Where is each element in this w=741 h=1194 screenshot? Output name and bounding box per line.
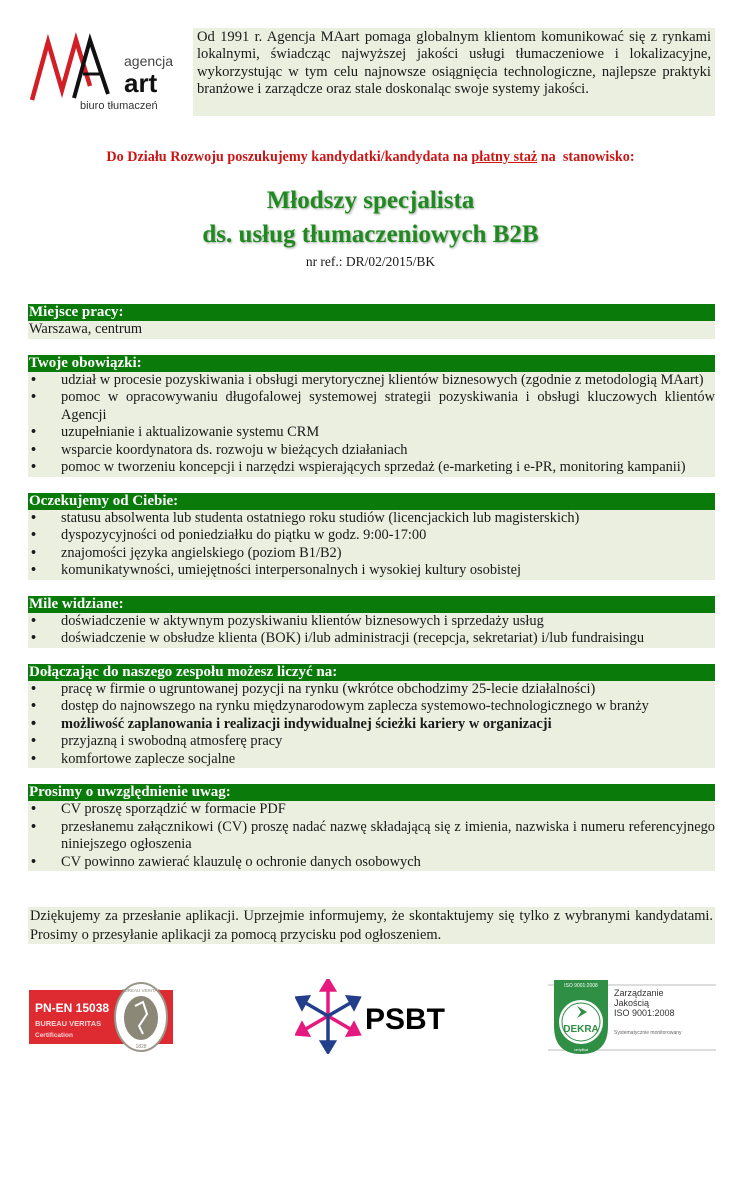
recruit-suffix: na stanowisko: xyxy=(537,149,635,165)
dekra-badge-top: ISO 9001:2008 xyxy=(564,983,598,989)
bv-standard: PN-EN 15038 xyxy=(35,1001,110,1015)
job-title xyxy=(0,184,741,252)
header xyxy=(28,28,715,116)
logo-art: art xyxy=(124,68,158,98)
logo-tagline: biuro tłumaczeń xyxy=(80,100,158,112)
recruit-prefix: Do Działu Rozwoju poszukujemy kandydatki/kandydata na xyxy=(106,149,472,165)
psbt-star-icon xyxy=(297,980,359,1052)
bv-name: BUREAU VERITAS xyxy=(35,1019,102,1028)
thanks-note: Dziękujemy za przesłanie aplikacji. Uprzejmie informujemy, że skontaktujemy się tylko z wybranymi kandydatami. Prosimy o przesyłanie aplikacji za pomocą przycisku pod ogłoszeniem. xyxy=(30,908,713,943)
section-duties xyxy=(28,355,715,477)
list-item: • dyspozycyjności od poniedziałku do piątku w godz. 9:00-17:00 xyxy=(28,527,715,545)
psbt-logo xyxy=(295,979,450,1054)
dekra-badge-icon xyxy=(554,980,608,1054)
duties-list xyxy=(28,372,715,477)
reference-number: nr ref.: DR/02/2015/BK xyxy=(305,254,436,269)
dekra-iso-logo xyxy=(548,978,716,1056)
section-heading: Mile widziane: xyxy=(28,596,715,613)
dekra-name: DEKRA xyxy=(563,1024,599,1035)
list-item: • udział w procesie pozyskiwania i obsługi merytorycznej klientów biznesowych (zgodnie z metodologią MAart) xyxy=(28,372,715,390)
section-heading: Dołączając do naszego zespołu możesz liczyć na: xyxy=(28,664,715,681)
section-location xyxy=(28,304,715,339)
dekra-line4: Systematycznie monitorowany xyxy=(614,1030,682,1036)
maart-logo xyxy=(28,28,183,116)
list-item: • dostęp do najnowszego na rynku międzynarodowym zaplecza systemowo-technologicznego w branży xyxy=(28,698,715,716)
list-item: • uzupełnianie i aktualizowanie systemu CRM xyxy=(28,424,715,442)
list-item: • doświadczenie w obsłudze klienta (BOK) i/lub administracji (recepcja, sekretariat) i/lub fundraisingu xyxy=(28,630,715,648)
bureau-veritas-logo xyxy=(29,982,173,1052)
list-item: • statusu absolwenta lub studenta ostatniego roku studiów (licencjackich lub magisterskich) xyxy=(28,510,715,528)
list-item: • wsparcie koordynatora ds. rozwoju w bieżących działaniach xyxy=(28,442,715,460)
section-heading: Oczekujemy od Ciebie: xyxy=(28,493,715,510)
nice-to-have-list xyxy=(28,613,715,648)
list-item: • komfortowe zaplecze socjalne xyxy=(28,751,715,769)
list-item: • pracę w firmie o ugruntowanej pozycji na rynku (wkrótce obchodzimy 25-lecie działalności) xyxy=(28,681,715,699)
section-nice-to-have xyxy=(28,596,715,648)
section-heading: Miejsce pracy: xyxy=(28,304,715,321)
notes-list xyxy=(28,801,715,871)
bv-seal-top: BUREAU VERITAS xyxy=(121,988,161,993)
section-heading: Prosimy o uwzględnienie uwag: xyxy=(28,784,715,801)
section-notes xyxy=(28,784,715,871)
section-expectations xyxy=(28,493,715,580)
psbt-text: PSBT xyxy=(365,1003,446,1036)
dekra-line1: Zarządzanie xyxy=(614,988,664,998)
footer-logos xyxy=(0,974,741,1064)
bv-certification: Certification xyxy=(35,1032,73,1039)
list-item: • CV powinno zawierać klauzulę o ochronie danych osobowych xyxy=(28,854,715,872)
job-title-line2: ds. usług tłumaczeniowych B2B xyxy=(202,221,539,248)
list-item: • pomoc w tworzeniu koncepcji i narzędzi wspierających sprzedaż (e-marketing i e-PR, monitoring kampanii) xyxy=(28,459,715,477)
dekra-badge-bottom: certyfikat xyxy=(573,1048,589,1052)
list-item: • przyjazną i swobodną atmosferę pracy xyxy=(28,733,715,751)
benefits-list xyxy=(28,681,715,769)
list-item: • znajomości języka angielskiego (poziom B1/B2) xyxy=(28,545,715,563)
list-item: • przesłanemu załącznikowi (CV) proszę nadać nazwę składającą się z imienia, nazwiska i numeru referencyjnego niniejszego ogłoszenia xyxy=(28,819,715,854)
list-item: • doświadczenie w aktywnym pozyskiwaniu klientów biznesowych i sprzedaży usług xyxy=(28,613,715,631)
dekra-line3: ISO 9001:2008 xyxy=(614,1008,675,1018)
list-item-highlighted: • możliwość zaplanowania i realizacji indywidualnej ścieżki kariery w organizacji xyxy=(28,716,715,734)
company-intro: Od 1991 r. Agencja MAart pomaga globalnym klientom komunikować się z rynkami lokalnymi, świadcząc najwyższej jakości usługi tłumaczeniowe i lokalizacyjne, wykorzystując w tym celu najnowsze osiągnięcia technologiczne, najlepsze praktyki branżowe i zarządcze oraz stale doskonaląc swoje systemy jakości. xyxy=(193,28,715,116)
recruit-line xyxy=(0,148,741,166)
dekra-line2: Jakością xyxy=(614,998,650,1008)
list-item: • komunikatywności, umiejętności interpersonalnych i wysokiej kultury osobistej xyxy=(28,562,715,580)
logo-agencja: agencja xyxy=(124,53,174,69)
list-item: • CV proszę sporządzić w formacie PDF xyxy=(28,801,715,819)
section-benefits xyxy=(28,664,715,769)
section-heading: Twoje obowiązki: xyxy=(28,355,715,372)
list-item: • pomoc w opracowywaniu długofalowej systemowej strategii pozyskiwania i obsługi kluczowych klientów Agencji xyxy=(28,389,715,424)
bv-seal-year: 1828 xyxy=(135,1044,147,1050)
expectations-list xyxy=(28,510,715,580)
paid-internship-highlight: płatny staż xyxy=(471,149,538,165)
job-title-line1: Młodszy specjalista xyxy=(266,187,475,214)
bv-seal-icon xyxy=(115,983,167,1051)
location-text: Warszawa, centrum xyxy=(29,321,143,337)
